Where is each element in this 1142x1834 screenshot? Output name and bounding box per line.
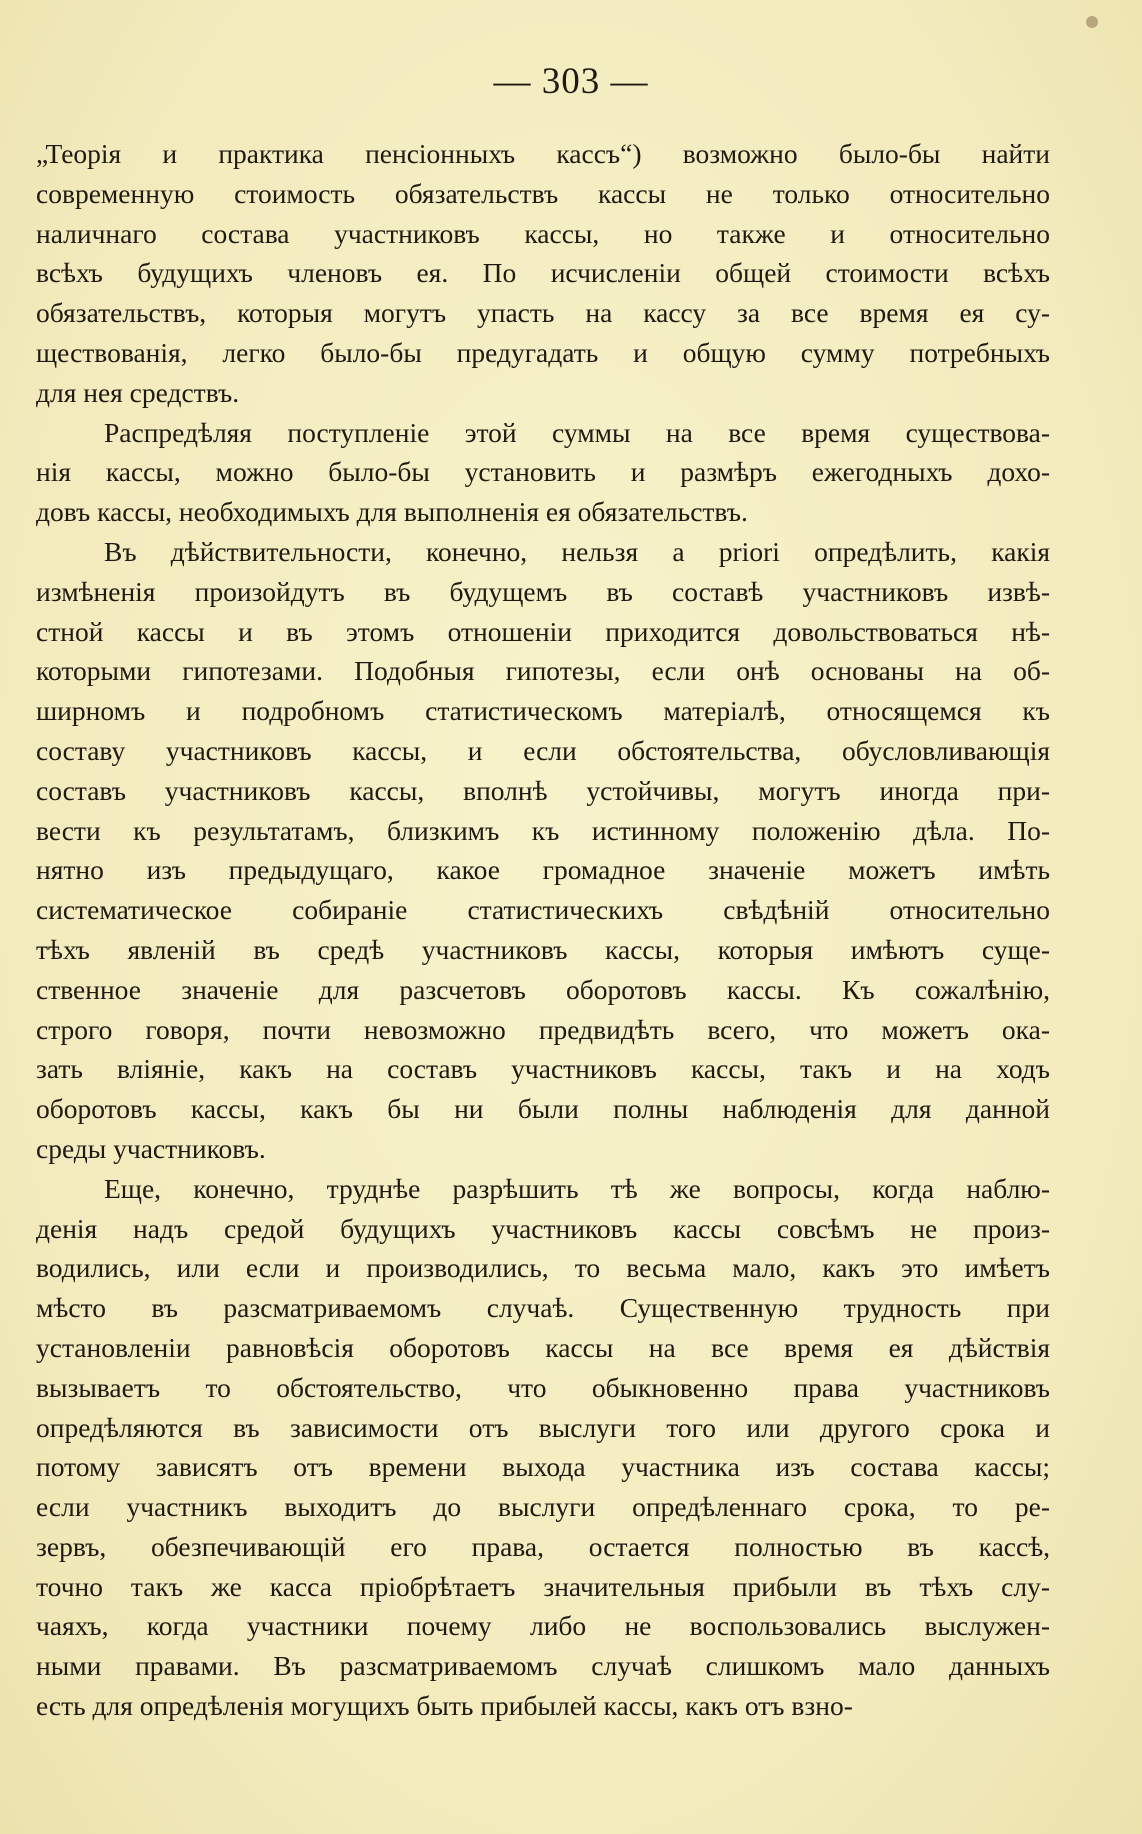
text-line: стной кассы и въ этомъ отношеніи приходится довольствоваться нѣ- <box>36 615 1050 647</box>
page-number: — 303 — <box>493 61 649 102</box>
text-line: для нея средствъ. <box>36 376 240 408</box>
paragraph <box>36 532 1050 1169</box>
text-line: потому зависятъ отъ времени выхода участника изъ состава кассы; <box>36 1451 1050 1483</box>
text-line: вести къ результатамъ, близкимъ къ истинному положенію дѣла. По- <box>36 814 1050 846</box>
text-line: систематическое собираніе статистическихъ свѣдѣній относительно <box>36 894 1050 926</box>
text-line: оборотовъ кассы, какъ бы ни были полны наблюденія для данной <box>36 1093 1050 1125</box>
text-line: составу участниковъ кассы, и если обстоятельства, обусловливающія <box>36 734 1050 766</box>
text-line: современную стоимость обязательствъ кассы не только относительно <box>36 177 1050 209</box>
text-line: ширномъ и подробномъ статистическомъ матеріалѣ, относящемся къ <box>36 695 1050 727</box>
text-line: ществованія, легко было-бы предугадать и общую сумму потребныхъ <box>36 336 1050 368</box>
text-line: всѣхъ будущихъ членовъ ея. По исчисленіи общей стоимости всѣхъ <box>36 257 1050 289</box>
text-line: ными правами. Въ разсматриваемомъ случаѣ слишкомъ мало данныхъ <box>36 1650 1050 1682</box>
text-line: строго говоря, почти невозможно предвидѣть всего, что можетъ ока- <box>36 1013 1050 1045</box>
paragraph <box>36 134 1050 413</box>
text-line: есть для опредѣленія могущихъ быть прибылей кассы, какъ отъ взно- <box>36 1690 853 1722</box>
text-line: если участникъ выходитъ до выслуги опредѣленнаго срока, то ре- <box>36 1491 1050 1523</box>
body-text <box>36 134 1050 1726</box>
text-line: вызываетъ то обстоятельство, что обыкновенно права участниковъ <box>36 1371 1050 1403</box>
text-line: среды участниковъ. <box>36 1132 266 1164</box>
text-line: денія надъ средой будущихъ участниковъ кассы совсѣмъ не произ- <box>36 1212 1050 1244</box>
text-line: точно такъ же касса пріобрѣтаетъ значительныя прибыли въ тѣхъ слу- <box>36 1570 1050 1602</box>
paragraph <box>36 413 1050 532</box>
text-line: мѣсто въ разсматриваемомъ случаѣ. Существенную трудность при <box>36 1292 1050 1324</box>
text-line: „Теорія и практика пенсіонныхъ кассъ“) возможно было-бы найти <box>36 138 1050 169</box>
text-line: составъ участниковъ кассы, вполнѣ устойчивы, могутъ иногда при- <box>36 774 1050 806</box>
text-line: зать вліяніе, какъ на составъ участниковъ кассы, такъ и на ходъ <box>36 1053 1050 1085</box>
text-line: Въ дѣйствительности, конечно, нельзя a priori опредѣлить, какія <box>104 535 1050 567</box>
text-line: зервъ, обезпечивающій его права, остается полностью въ кассѣ, <box>36 1530 1050 1562</box>
text-line: опредѣляются въ зависимости отъ выслуги того или другого срока и <box>36 1411 1050 1443</box>
text-line: довъ кассы, необходимыхъ для выполненія ея обязательствъ. <box>36 496 748 528</box>
text-line: Распредѣляя поступленіе этой суммы на все время существова- <box>104 416 1050 448</box>
text-line: Еще, конечно, труднѣе разрѣшить тѣ же вопросы, когда наблю- <box>104 1172 1050 1204</box>
text-line: которыми гипотезами. Подобныя гипотезы, если онѣ основаны на об- <box>36 655 1050 687</box>
text-line: нятно изъ предыдущаго, какое громадное значеніе можетъ имѣть <box>36 854 1050 886</box>
text-line: водились, или если и производились, то весьма мало, какъ это имѣетъ <box>36 1252 1050 1284</box>
text-line: ственное значеніе для разсчетовъ оборотовъ кассы. Къ сожалѣнію, <box>36 973 1050 1005</box>
text-line: установленіи равновѣсія оборотовъ кассы на все время ея дѣйствія <box>36 1331 1050 1363</box>
text-line: чаяхъ, когда участники почему либо не воспользовались выслужен- <box>36 1610 1050 1642</box>
text-line: нія кассы, можно было-бы установить и размѣръ ежегодныхъ дохо- <box>36 456 1050 488</box>
text-line: измѣненія произойдутъ въ будущемъ въ составѣ участниковъ извѣ- <box>36 575 1050 607</box>
ink-spot <box>1086 16 1098 28</box>
paragraph <box>36 1169 1050 1726</box>
text-line: обязательствъ, которыя могутъ упасть на кассу за все время ея су- <box>36 297 1050 329</box>
text-line: наличнаго состава участниковъ кассы, но также и относительно <box>36 217 1050 249</box>
text-line: тѣхъ явленій въ средѣ участниковъ кассы, которыя имѣютъ суще- <box>36 933 1050 965</box>
